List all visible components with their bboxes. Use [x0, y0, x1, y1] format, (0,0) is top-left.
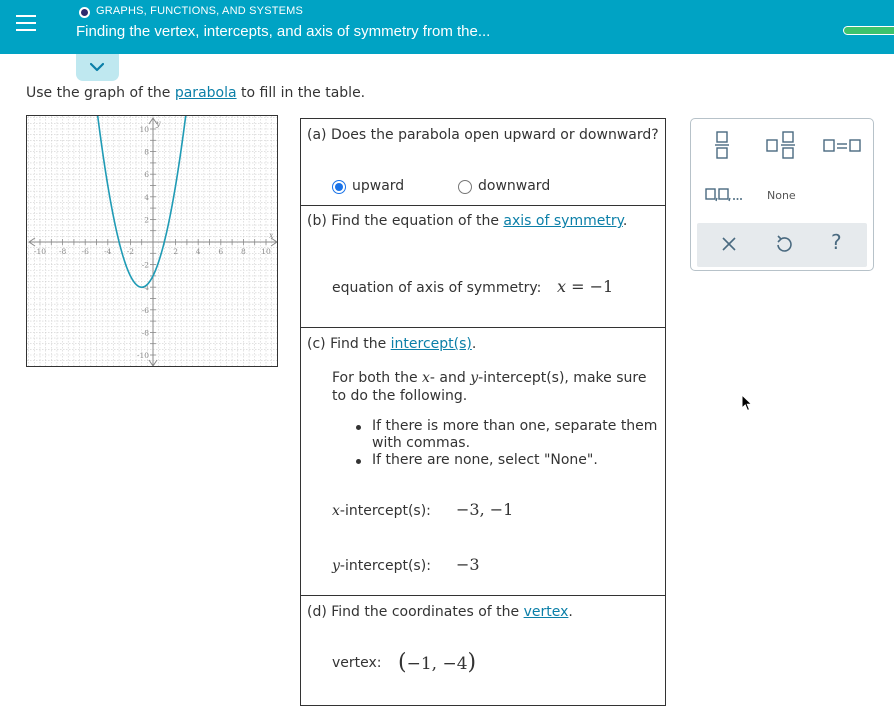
- upward-radio[interactable]: [332, 180, 346, 194]
- vertex-field[interactable]: [398, 650, 476, 675]
- y-intercept-var: y: [332, 558, 340, 574]
- part-b-section: [301, 206, 665, 328]
- x-tick-label: -8: [58, 247, 67, 256]
- y-axis-label: y: [156, 119, 161, 128]
- page-title: Finding the vertex, intercepts, and axis of symmetry from the...: [76, 23, 491, 40]
- x-tick-label: -4: [104, 247, 112, 256]
- part-d-section: [301, 596, 665, 705]
- progress-bar: [843, 26, 894, 35]
- x-intercept-label: [332, 503, 431, 519]
- topic-status-icon: [79, 7, 90, 18]
- bullet-2-text: If there are none, select "None".: [372, 452, 598, 468]
- part-a-question: (a) Does the parabola open upward or downward?: [307, 127, 659, 143]
- bullet-dot-icon: [356, 459, 361, 464]
- axis-of-symmetry-link[interactable]: axis of symmetry: [503, 213, 623, 229]
- x-intercept-label-text: -intercept(s):: [339, 503, 431, 519]
- part-d-q-suffix: .: [568, 604, 573, 620]
- part-b-q-prefix: (b) Find the equation of the: [307, 213, 504, 229]
- instruction-suffix: to fill in the table.: [236, 85, 366, 101]
- x-tick-label: -10: [33, 247, 47, 256]
- y-intercept-label-text: -intercept(s):: [339, 558, 431, 574]
- part-c-instructions: [332, 369, 662, 405]
- instruction-text: [26, 85, 365, 101]
- part-b-question: [307, 213, 627, 229]
- downward-label[interactable]: downward: [478, 178, 551, 194]
- x-tick-label: -2: [126, 247, 135, 256]
- parabola-link[interactable]: parabola: [174, 85, 237, 101]
- part-c-section: [301, 328, 665, 596]
- parabola-graph: [26, 115, 278, 367]
- instruction-prefix: Use the graph of the: [26, 85, 175, 101]
- bullet-1-text: If there is more than one, separate them with commas.: [372, 418, 658, 451]
- axis-answer-label: equation of axis of symmetry:: [332, 280, 542, 296]
- x-tick-label: 10: [261, 247, 271, 256]
- x-intercept-field[interactable]: −3, −1: [456, 500, 514, 519]
- list-template-icon[interactable]: [705, 188, 743, 202]
- part-c-bullets: [372, 418, 664, 469]
- graph-canvas: [27, 116, 278, 367]
- collapse-header-button[interactable]: [76, 54, 119, 81]
- para-y-var: y: [470, 370, 479, 386]
- axis-answer-field[interactable]: [557, 277, 613, 296]
- vertex-link[interactable]: vertex: [523, 604, 569, 620]
- y-tick-label: 4: [144, 192, 149, 202]
- math-palette: [690, 118, 874, 271]
- mixed-number-icon[interactable]: [766, 131, 796, 159]
- vertex-label: vertex:: [332, 655, 382, 671]
- downward-radio[interactable]: [458, 180, 472, 194]
- x-tick-label: 2: [173, 247, 178, 256]
- part-d-question: [307, 604, 573, 620]
- x-tick-label: 4: [195, 247, 201, 256]
- x-tick-label: 8: [241, 247, 246, 256]
- chevron-down-icon: [90, 62, 104, 72]
- palette-actions: [697, 223, 867, 267]
- bullet-dot-icon: [356, 425, 361, 430]
- y-tick-label: -4: [141, 283, 149, 293]
- para-prefix: For both the: [332, 370, 423, 386]
- part-d-q-prefix: (d) Find the coordinates of the: [307, 604, 524, 620]
- y-tick-label: 2: [144, 215, 149, 225]
- x-tick-label: -6: [81, 247, 89, 256]
- part-b-q-suffix: .: [622, 213, 628, 229]
- header-bar: [0, 0, 894, 54]
- para-x-var: x: [422, 370, 430, 386]
- fraction-icon[interactable]: [715, 131, 729, 159]
- help-icon[interactable]: ?: [831, 230, 842, 254]
- question-table: [300, 118, 666, 706]
- intercepts-link[interactable]: intercept(s): [390, 336, 472, 352]
- x-axis-label: x: [269, 231, 274, 240]
- part-c-question: [307, 336, 476, 352]
- part-a-section: [301, 119, 665, 206]
- mouse-cursor-icon: [741, 394, 753, 412]
- y-tick-label: -2: [141, 260, 149, 270]
- upward-label[interactable]: upward: [352, 178, 405, 194]
- clear-icon[interactable]: [718, 233, 740, 255]
- y-tick-label: 6: [144, 170, 149, 180]
- y-tick-label: -6: [141, 305, 149, 315]
- y-intercept-field[interactable]: −3: [456, 555, 480, 574]
- menu-icon[interactable]: [14, 12, 38, 34]
- y-intercept-label: [332, 558, 431, 574]
- open-paren: (: [398, 650, 407, 675]
- para-suffix: -intercept(s), make sure to do the following.: [332, 370, 647, 404]
- part-c-q-suffix: .: [471, 336, 477, 352]
- x-intercept-var: x: [332, 503, 340, 519]
- bullet-item: [372, 452, 664, 469]
- vertex-value: −1, −4: [406, 654, 468, 674]
- close-paren: ): [467, 650, 477, 675]
- y-tick-label: 8: [144, 147, 149, 157]
- axis-answer-value: = −1: [566, 277, 614, 296]
- undo-icon[interactable]: [773, 233, 795, 255]
- x-tick-label: 6: [218, 247, 224, 256]
- y-tick-label: -10: [136, 351, 149, 360]
- bullet-item: [372, 418, 664, 452]
- none-button[interactable]: None: [767, 189, 796, 202]
- y-tick-label: 10: [139, 125, 149, 134]
- y-tick-label: -8: [141, 328, 149, 338]
- part-c-q-prefix: (c) Find the: [307, 336, 391, 352]
- para-mid: - and: [429, 370, 471, 386]
- axis-answer-var: x: [557, 277, 567, 296]
- topic-label: GRAPHS, FUNCTIONS, AND SYSTEMS: [96, 5, 304, 17]
- equals-template-icon[interactable]: [823, 139, 861, 153]
